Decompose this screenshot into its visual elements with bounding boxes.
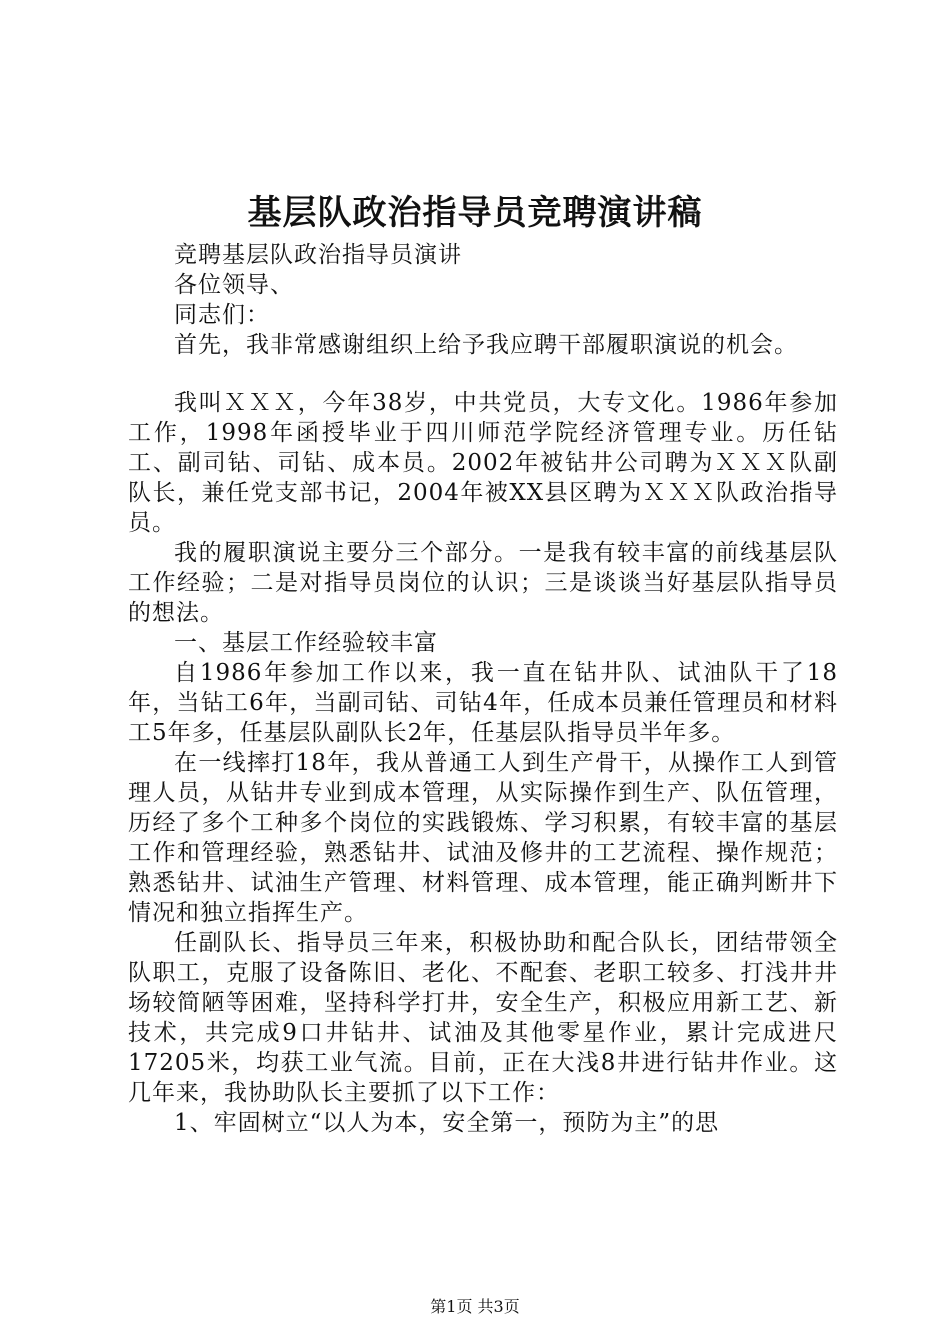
- paragraph-salutation-1: 各位领导、: [174, 272, 294, 298]
- paragraph-achievements: 任副队长、指导员三年来，积极协助和配合队长，团结带领全队职工，克服了设备陈旧、老化、不配套、老职工较多、打浅井井场较简陋等困难，坚持科学打井，安全生产，积极应用新工艺、新技术，共完成9口井钻井、试油及其他零星作业，累计完成进尺17205米，均获工业气流。目前，正在大浅8井进行钻井作业。这几年来，我协助队长主要抓了以下工作：: [128, 930, 838, 1106]
- page-footer: 第1页 共3页: [430, 1297, 520, 1316]
- paragraph-opening: 首先，我非常感谢组织上给予我应聘干部履职演说的机会。: [174, 332, 798, 358]
- paragraph-experience: 自1986年参加工作以来，我一直在钻井队、试油队干了18年，当钻工6年，当副司钻、司钻4年，任成本员兼任管理员和材料工5年多，任基层队副队长2年，任基层队指导员半年多。: [128, 660, 838, 746]
- paragraph-item-1: 1、牢固树立“以人为本，安全第一，预防为主”的思: [174, 1110, 720, 1136]
- paragraph-outline: 我的履职演说主要分三个部分。一是我有较丰富的前线基层队工作经验；二是对指导员岗位的认识；三是谈谈当好基层队指导员的想法。: [128, 540, 838, 626]
- section-heading-1: 一、基层工作经验较丰富: [174, 630, 438, 656]
- document-title: 基层队政治指导员竞聘演讲稿: [247, 193, 703, 233]
- paragraph-frontline: 在一线摔打18年，我从普通工人到生产骨干，从操作工人到管理人员，从钻井专业到成本管理，从实际操作到生产、队伍管理，历经了多个工种多个岗位的实践锻炼、学习积累，有较丰富的基层工作和管理经验，熟悉钻井、试油及修井的工艺流程、操作规范；熟悉钻井、试油生产管理、材料管理、成本管理，能正确判断井下情况和独立指挥生产。: [128, 750, 838, 926]
- paragraph-salutation-2: 同志们：: [174, 302, 270, 328]
- paragraph-heading: 竞聘基层队政治指导员演讲: [174, 242, 462, 268]
- paragraph-spacer: [128, 360, 838, 388]
- paragraph-intro: 我叫ＸＸＸ，今年38岁，中共党员，大专文化。1986年参加工作，1998年函授毕业于四川师范学院经济管理专业。历任钻工、副司钻、司钻、成本员。2002年被钻井公司聘为ＸＸＸ队副队长，兼任党支部书记，2004年被XX县区聘为ＸＸＸ队政治指导员。: [128, 390, 838, 536]
- document-body: [128, 240, 838, 1138]
